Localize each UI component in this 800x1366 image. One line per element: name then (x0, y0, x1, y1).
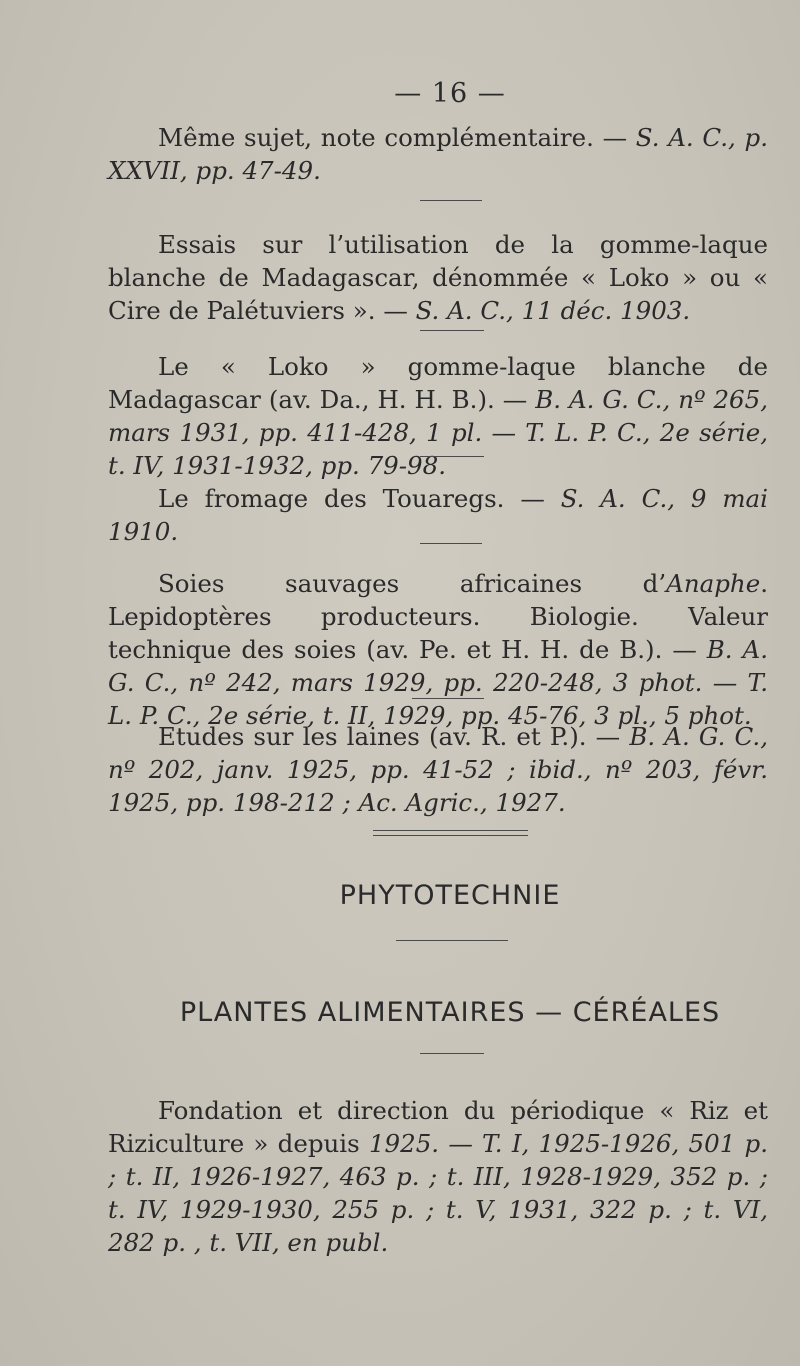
separator-rule (420, 200, 482, 201)
bibliography-entry (108, 121, 768, 187)
entry-text: Le fromage des Touaregs. — (158, 484, 561, 513)
entry-reference: 1925. — T. I, 1925-1926, 501 p. ; t. II, 1926-1927, 463 p. ; t. III, 1928-1929, 352 p. ; t. IV, 1929-1930, 255 p. ; t. V, 1931, 322 p. ; t. VI, 282 p. , t. VII, en publ. (108, 1129, 768, 1257)
double-rule (373, 830, 528, 836)
entry-reference: B. A. G. C., nº 242, mars 1929, pp. 220-248, 3 phot. — T. L. P. C., 2e série, t. II, 1929, pp. 45-76, 3 pl., 5 phot. (108, 635, 768, 730)
entry-genus-name: Anaphe (666, 569, 761, 598)
bibliography-entry (108, 1094, 768, 1259)
separator-rule (412, 698, 484, 699)
entry-text: Même sujet, note complémentaire. — (158, 123, 636, 152)
entry-text: Fondation et direction du périodique « Riz et Riziculture » depuis (108, 1096, 768, 1158)
entry-reference: B. A. G. C., nº 265, mars 1931, pp. 411-428, 1 pl. — T. L. P. C., 2e série, t. IV, 1931-1932, pp. 79-98. (108, 385, 769, 480)
separator-rule (420, 456, 484, 457)
page-number: — 16 — (394, 78, 506, 109)
entry-reference: S. A. C., p. XXVII, pp. 47-49. (108, 123, 768, 185)
section-heading: PHYTOTECHNIE (339, 880, 561, 911)
entry-reference: B. A. G. C., nº 202, janv. 1925, pp. 41-52 ; ibid., nº 203, févr. 1925, pp. 198-212 ; Ac. Agric., 1927. (108, 722, 769, 817)
entry-text: Le « Loko » gomme-laque blanche de Madagascar (av. Da., H. H. B.). — (108, 352, 768, 414)
separator-rule (396, 940, 508, 941)
bibliography-entry (108, 720, 768, 819)
bibliography-entry (108, 228, 768, 327)
subsection-heading: PLANTES ALIMENTAIRES — CÉRÉALES (179, 997, 721, 1028)
entry-reference: S. A. C., 9 mai 1910. (108, 484, 768, 546)
entry-text: . Lepidoptères producteurs. Biologie. Valeur technique des soies (av. Pe. et H. H. de B.). — (108, 569, 768, 664)
bibliography-entry (108, 482, 768, 548)
bibliography-entry (108, 567, 768, 732)
separator-rule (420, 543, 482, 544)
entry-text: Etudes sur les laines (av. R. et P.). — (158, 722, 630, 751)
separator-rule (420, 1053, 484, 1054)
entry-text: Essais sur l’utilisation de la gomme-laque blanche de Madagascar, dénommée « Loko » ou « Cire de Palétuviers ». — (108, 230, 768, 325)
separator-rule (420, 330, 484, 331)
entry-text: Soies sauvages africaines d’ (158, 569, 667, 598)
entry-reference: S. A. C., 11 déc. 1903. (415, 296, 691, 325)
bibliography-entry (108, 350, 768, 482)
